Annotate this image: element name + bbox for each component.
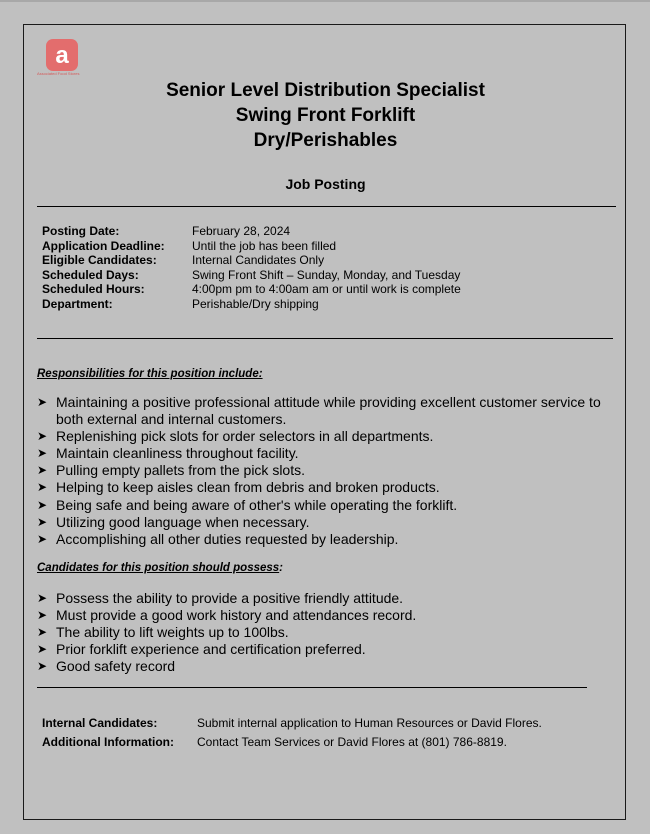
document-page [23, 24, 626, 820]
company-logo-icon [46, 39, 78, 71]
detail-row [42, 239, 461, 254]
detail-label: Posting Date: [42, 224, 120, 238]
detail-value: Perishable/Dry shipping [192, 296, 319, 311]
list-item: ➤ The ability to lift weights up to 100lbs. [37, 624, 289, 641]
detail-label: Department: [42, 296, 113, 311]
arrow-bullet-icon: ➤ [37, 625, 48, 640]
arrow-bullet-icon: ➤ [37, 514, 48, 529]
responsibilities-list [37, 394, 622, 548]
company-logo-subtext: Associated Food Stores [37, 71, 80, 76]
detail-label: Application Deadline: [42, 238, 165, 253]
detail-row [42, 253, 461, 268]
qualifications-heading: Candidates for this position should possess: [37, 562, 284, 574]
qualifications-list [37, 590, 622, 675]
detail-value: 4:00pm pm to 4:00am am or until work is complete [192, 282, 461, 297]
detail-value: Swing Front Shift – Sunday, Monday, and Tuesday [192, 267, 461, 282]
window-top-edge [0, 0, 650, 2]
job-title-line-2: Swing Front Forklift [235, 105, 416, 126]
list-item: ➤ Prior forklift experience and certification preferred. [37, 641, 366, 658]
arrow-bullet-icon: ➤ [37, 446, 48, 461]
arrow-bullet-icon: ➤ [37, 497, 48, 512]
detail-row [42, 282, 461, 297]
detail-label: Eligible Candidates: [42, 253, 157, 268]
detail-label: Scheduled Hours: [42, 282, 145, 297]
list-item: ➤ Maintaining a positive professional attitude while providing excellent customer service to both external and internal customers. [37, 394, 601, 428]
detail-row [42, 224, 461, 239]
arrow-bullet-icon: ➤ [37, 608, 48, 623]
contact-value: Contact Team Services or David Flores at (801) 786-8819. [197, 735, 507, 749]
detail-value: February 28, 2024 [192, 224, 291, 238]
arrow-bullet-icon: ➤ [37, 463, 48, 478]
arrow-bullet-icon: ➤ [37, 642, 48, 657]
contact-label: Internal Candidates: [42, 716, 158, 730]
contact-row [42, 735, 507, 749]
arrow-bullet-icon: ➤ [37, 531, 48, 546]
arrow-bullet-icon: ➤ [37, 395, 48, 409]
detail-label: Scheduled Days: [42, 267, 139, 282]
detail-row [42, 297, 461, 312]
list-item: ➤ Must provide a good work history and attendances record. [37, 607, 417, 624]
arrow-bullet-icon: ➤ [37, 480, 48, 495]
arrow-bullet-icon: ➤ [37, 429, 48, 444]
detail-row [42, 268, 461, 283]
detail-value: Until the job has been filled [192, 238, 337, 253]
contact-label: Additional Information: [42, 735, 174, 749]
list-item: ➤ Being safe and being aware of other's while operating the forklift. [37, 496, 458, 513]
list-item: ➤ Possess the ability to provide a positive friendly attitude. [37, 590, 404, 606]
job-title-line-1: Senior Level Distribution Specialist [166, 80, 485, 101]
list-item: ➤ Utilizing good language when necessary. [37, 513, 310, 530]
document-subtitle: Job Posting [285, 176, 366, 192]
arrow-bullet-icon: ➤ [37, 659, 48, 674]
divider [37, 687, 587, 688]
posting-details [42, 224, 461, 312]
responsibilities-heading: Responsibilities for this position include: [37, 368, 263, 380]
detail-value: Internal Candidates Only [192, 253, 325, 268]
divider [37, 338, 613, 339]
svg-text:a: a [55, 42, 69, 69]
contact-value: Submit internal application to Human Resources or David Flores. [197, 716, 542, 730]
list-item: ➤ Pulling empty pallets from the pick slots. [37, 462, 305, 479]
list-item: ➤ Replenishing pick slots for order selectors in all departments. [37, 428, 434, 445]
arrow-bullet-icon: ➤ [37, 591, 48, 605]
contact-row [42, 716, 542, 730]
list-item: ➤ Accomplishing all other duties requested by leadership. [37, 530, 399, 547]
list-item: ➤ Maintain cleanliness throughout facility. [37, 445, 299, 462]
job-title-line-3: Dry/Perishables [253, 130, 398, 151]
list-item: ➤ Good safety record [37, 658, 176, 675]
divider [37, 206, 616, 207]
list-item: ➤ Helping to keep aisles clean from debris and broken products. [37, 479, 440, 496]
